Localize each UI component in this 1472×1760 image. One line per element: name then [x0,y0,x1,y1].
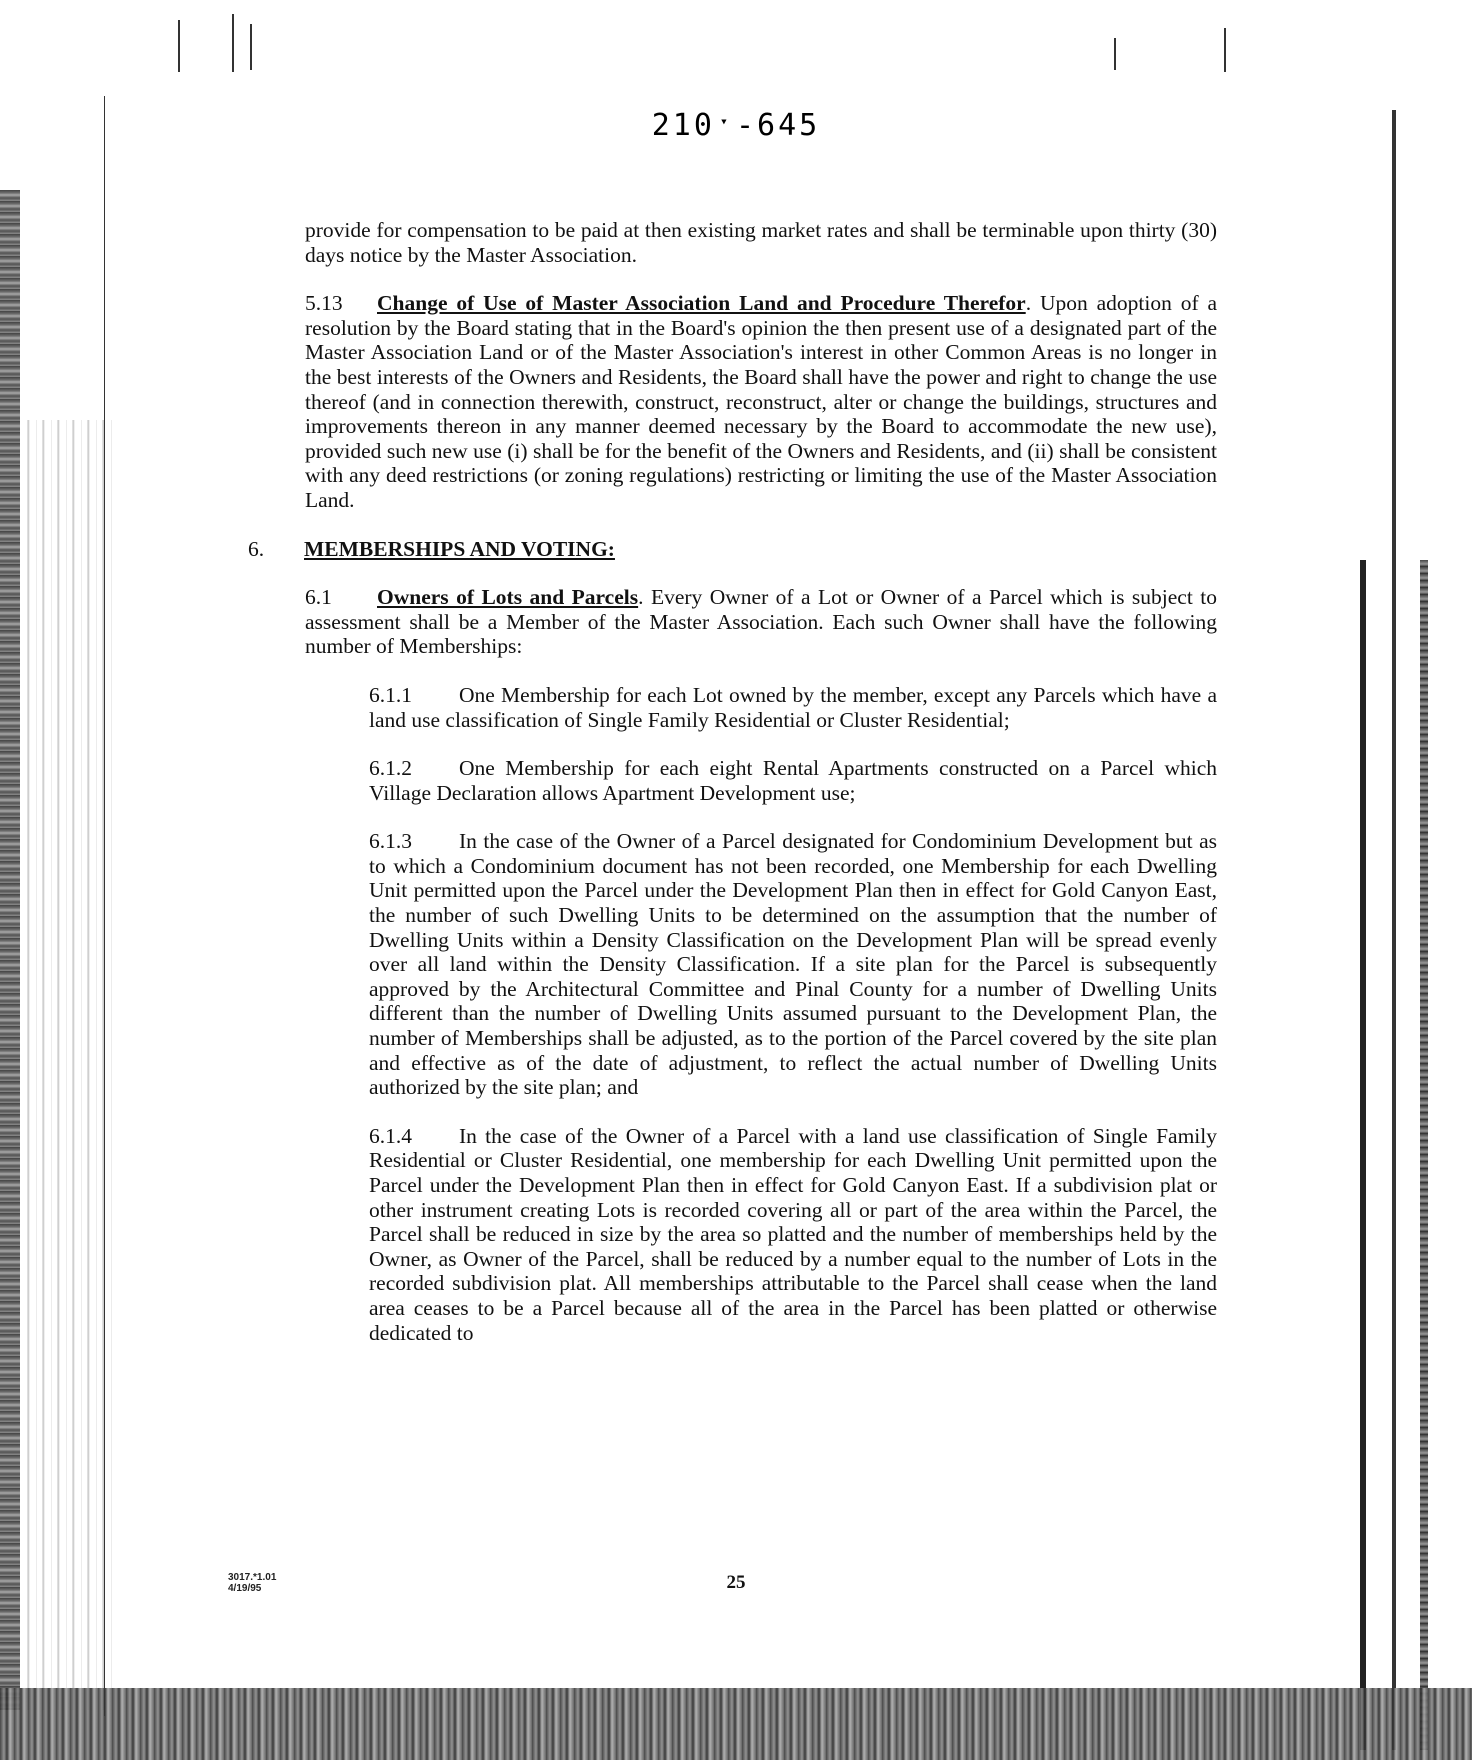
subsection-text: One Membership for each Lot owned by the member, except any Parcels which have a land use classification of Single Family Residential or Cluster Residential; [369,682,1217,732]
scan-tick [1224,28,1226,72]
section-heading: MEMBERSHIPS AND VOTING: [304,536,615,561]
section-heading: Change of Use of Master Association Land and Procedure Therefor [377,291,1026,316]
subsection-number: 6.1.1 [369,682,412,707]
scan-artifact-bottom-edge [0,1688,1472,1760]
continuation-paragraph: provide for compensation to be paid at then existing market rates and shall be terminable upon thirty (30) days notice by the Master Association. [305,218,1217,267]
subsection-6-1-2 [369,756,1217,805]
scan-tick [104,96,105,1716]
scan-tick [232,14,234,72]
scan-tick [1114,38,1116,70]
heading-period: . [638,585,644,610]
section-5-13 [305,291,1217,512]
subsection-6-1-4 [369,1124,1217,1345]
heading-period: . [1025,291,1032,316]
subsection-6-1-3 [369,829,1217,1100]
scan-artifact-left-edge [0,190,20,1710]
subsection-number: 6.1.2 [369,756,412,781]
scan-tick [178,20,180,72]
subsection-number: 6.1.3 [369,829,412,854]
section-heading: Owners of Lots and Parcels [377,585,639,610]
footer-code-line: 3017.*1.01 [228,1572,277,1583]
section-text: Every Owner of a Lot or Owner of a Parcel which is subject to assessment shall be a Member of the Master Association. Each such Owner shall have the following number of Memberships: [305,585,1217,659]
scan-tick [250,24,252,70]
document-body [248,218,1218,1369]
subsection-text: One Membership for each eight Rental Apartments constructed on a Parcel which Village Declaration allows Apartment Development use; [369,756,1217,805]
scan-artifact-right-line-2 [1392,110,1396,1750]
section-text: Upon adoption of a resolution by the Board stating that in the Board's opinion the then present use of a designated part of the Master Association Land or of the Master Association's interest in other Common Areas is no longer in the best interests of the Owners and Residents, the Board shall have the power and right to change the use thereof (and in connection therewith, construct, reconstruct, alter or change the buildings, structures and improvements thereon in any manner deemed necessary by the Board to accommodate the new use), provided such new use (i) shall be for the benefit of the Owners and Residents, and (ii) shall be consistent with any deed restrictions (or zoning regulations) restricting or limiting the use of the Master Association Land. [305,291,1218,512]
section-6-heading [248,537,1160,562]
scan-artifact-left-streaks [22,420,112,1710]
subsection-text: In the case of the Owner of a Parcel designated for Condominium Development but as to which a Condominium document has not been recorded, one Membership for each Dwelling Unit permitted upon the Parcel under the Development Plan then in effect for Gold Canyon East, the number of such Dwelling Units to be determined on the assumption that the number of Dwelling Units within a Density Classification on the Development Plan will be spread evenly over all land within the Density Classification. If a site plan for the Parcel is subsequently approved by the Architectural Committee and Pinal County for a number of Dwelling Units different than the number of Dwelling Units assumed pursuant to the Development Plan, the number of Memberships shall be adjusted, as to the portion of the Parcel covered by the site plan and effective as of the date of adjustment, to reflect the actual number of Dwelling Units authorized by the site plan; and [369,829,1217,1100]
footer-date-line: 4/19/95 [228,1583,262,1594]
section-number: 5.13 [305,291,343,316]
subsection-6-1-1 [369,683,1217,732]
subsection-text: In the case of the Owner of a Parcel with a land use classification of Single Family Residential or Cluster Residential, one membership for each Dwelling Unit permitted upon the Parcel under the Development Plan then in effect for Gold Canyon East. If a subdivision plat or other instrument creating Lots is recorded covering all or part of the area within the Parcel, the Parcel shall be reduced in size by the area so platted and the number of memberships held by the Owner, as Owner of the Parcel, shall be reduced by a number equal to the number of Lots in the recorded subdivision plat. All memberships attributable to the Parcel shall cease when the land area ceases to be a Parcel because all of the area in the Parcel has been platted or otherwise dedicated to [369,1123,1217,1345]
section-number: 6.1 [305,585,332,610]
section-number: 6. [248,536,265,561]
section-6-1 [305,585,1217,659]
subsection-number: 6.1.4 [369,1123,412,1148]
page-number: 25 [726,1572,746,1593]
document-number: 210ˑ-645 [651,108,821,143]
